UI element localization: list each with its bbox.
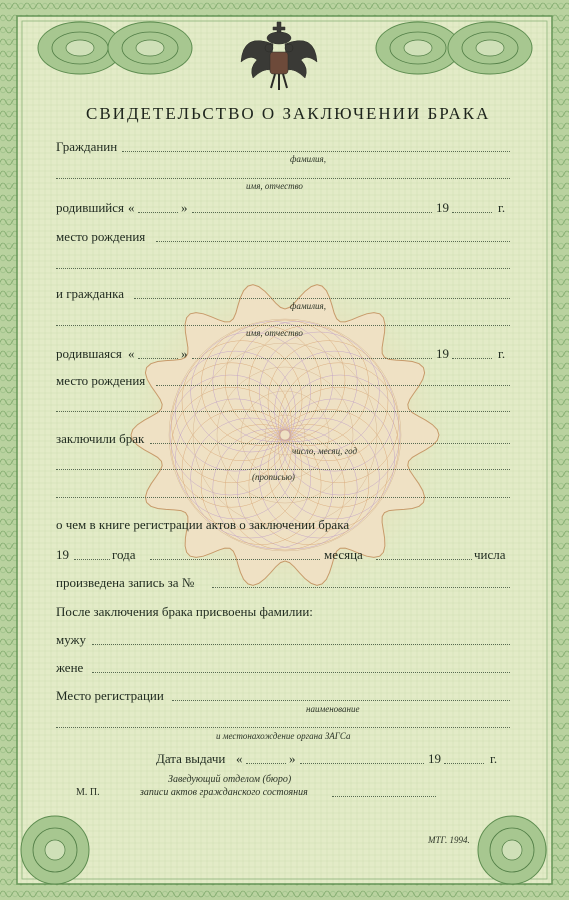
wife-birthplace-line-1[interactable] — [156, 385, 510, 386]
husband-birthplace-line-1[interactable] — [156, 241, 510, 242]
registry-location-line[interactable] — [56, 727, 510, 728]
corner-ornament-top-right-2 — [448, 22, 532, 74]
marriage-label: заключили брак — [56, 431, 145, 446]
issue-day-line[interactable] — [246, 763, 286, 764]
wife-birthplace-label: место рождения — [56, 373, 146, 388]
wife-label: и гражданка — [56, 286, 125, 301]
husband-name-hint: имя, отчество — [246, 181, 303, 191]
marriage-date-line[interactable] — [150, 443, 510, 444]
marriage-date-words-line[interactable] — [56, 469, 510, 470]
issue-quote-open: « — [236, 751, 243, 766]
issue-year-prefix: 19 — [428, 751, 441, 766]
wife-surname-line[interactable] — [134, 298, 510, 299]
record-day-word: числа — [474, 547, 506, 562]
issue-month-line[interactable] — [300, 763, 424, 764]
wife-born-year-suffix: г. — [498, 346, 506, 361]
wife-born-year-prefix: 19 — [436, 346, 449, 361]
husband-surname-hint: фамилия, — [290, 154, 326, 164]
issue-date-label: Дата выдачи — [156, 751, 226, 766]
record-entry-number-line[interactable] — [212, 587, 510, 588]
record-day-line[interactable] — [376, 559, 472, 560]
surnames-heading: После заключения брака присвоены фамилии: — [56, 604, 313, 619]
signature-head-line1: Заведующий отделом (бюро) — [168, 774, 292, 785]
wife-born-quote-close: » — [181, 346, 188, 361]
surnames-wife-line[interactable] — [92, 672, 510, 673]
marriage-words-hint: (прописью) — [252, 472, 295, 482]
stamp-label: М. П. — [76, 787, 100, 798]
wife-birth-year-line[interactable] — [452, 358, 492, 359]
record-year-prefix: 19 — [56, 547, 69, 562]
registry-name-line[interactable] — [172, 700, 510, 701]
marriage-date-hint: число, месяц, год — [292, 446, 358, 456]
surnames-wife-label: жене — [56, 660, 84, 675]
marriage-date-words-line-2[interactable] — [56, 497, 510, 498]
wife-born-label: родившаяся — [56, 346, 122, 361]
husband-born-year-suffix: г. — [498, 200, 506, 215]
record-text: о чем в книге регистрации актов о заключении брака — [56, 517, 350, 532]
corner-ornament-top-right — [376, 22, 460, 74]
wife-name-hint: имя, отчество — [246, 328, 303, 338]
record-year-line[interactable] — [74, 559, 110, 560]
wife-born-quote-open: « — [128, 346, 135, 361]
record-month-line[interactable] — [150, 559, 320, 560]
husband-birth-month-line[interactable] — [192, 212, 432, 213]
document-title: СВИДЕТЕЛЬСТВО О ЗАКЛЮЧЕНИИ БРАКА — [86, 104, 491, 123]
husband-born-quote-close: » — [181, 200, 188, 215]
record-entry-label: произведена запись за № — [56, 575, 195, 590]
surnames-husband-label: мужу — [56, 632, 87, 647]
surnames-husband-line[interactable] — [92, 644, 510, 645]
registry-location-hint: и местонахождение органа ЗАГСа — [216, 731, 351, 741]
husband-name-line[interactable] — [56, 178, 510, 179]
signature-line[interactable] — [332, 796, 436, 797]
issue-year-line[interactable] — [444, 763, 484, 764]
registry-label: Место регистрации — [56, 688, 164, 703]
wife-surname-hint: фамилия, — [290, 301, 326, 311]
husband-surname-line[interactable] — [122, 151, 510, 152]
husband-birthplace-line-2[interactable] — [56, 268, 510, 269]
issue-year-suffix: г. — [490, 751, 498, 766]
husband-born-quote-open: « — [128, 200, 135, 215]
wife-birth-day-line[interactable] — [138, 358, 178, 359]
husband-birth-day-line[interactable] — [138, 212, 178, 213]
record-year-word: года — [112, 547, 136, 562]
husband-birth-year-line[interactable] — [452, 212, 492, 213]
wife-name-line[interactable] — [56, 325, 510, 326]
corner-ornament-bottom-right — [478, 816, 546, 884]
print-code: МТГ. 1994. — [428, 835, 470, 845]
registry-name-hint: наименование — [306, 704, 360, 714]
husband-born-label: родившийся — [56, 200, 125, 215]
wife-birthplace-line-2[interactable] — [56, 411, 510, 412]
husband-born-year-prefix: 19 — [436, 200, 449, 215]
corner-ornament-top-left-2 — [108, 22, 192, 74]
husband-label: Гражданин — [56, 139, 118, 154]
corner-ornament-bottom-left — [21, 816, 89, 884]
signature-head-line2: записи актов гражданского состояния — [140, 787, 308, 798]
wife-birth-month-line[interactable] — [192, 358, 432, 359]
husband-birthplace-label: место рождения — [56, 229, 146, 244]
record-month-word: месяца — [324, 547, 363, 562]
issue-quote-close: » — [289, 751, 296, 766]
